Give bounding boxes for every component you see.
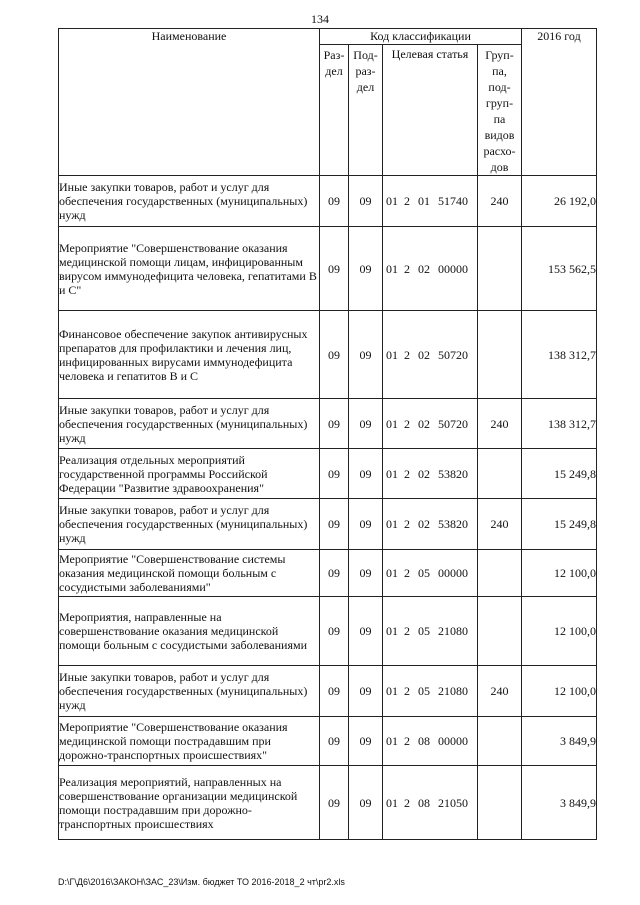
row-name: Мероприятие "Совершенствование оказания медицинской помощи лицам, инфицированным вирусом иммунодефицита человека, гепатитами В и С" [59,227,320,311]
target-item-part: 53820 [438,517,468,531]
row-subsection: 09 [349,176,383,227]
target-item-part: 02 [418,517,430,531]
target-item-part: 08 [418,734,430,748]
header-year: 2016 год [522,29,597,176]
row-subsection: 09 [349,227,383,311]
row-target-item [383,666,478,717]
target-item-part: 00000 [438,734,468,748]
target-item-part: 01 [386,624,398,638]
target-item-part: 01 [418,194,430,208]
row-subsection: 09 [349,717,383,766]
row-subsection: 09 [349,597,383,666]
header-expense-group: Груп- па, под- груп- па видов расхо- дов [478,45,522,176]
row-name: Мероприятия, направленные на совершенствование оказания медицинской помощи больным с сосудистыми заболеваниями [59,597,320,666]
target-item-part: 05 [418,566,430,580]
target-item-part: 21080 [438,624,468,638]
budget-table [58,28,597,840]
target-item-part: 05 [418,684,430,698]
row-amount: 138 312,7 [522,311,597,399]
table-row [59,666,597,717]
table-row [59,449,597,499]
row-expense-group [478,717,522,766]
row-expense-group [478,227,522,311]
table-row [59,399,597,449]
row-amount: 12 100,0 [522,550,597,597]
target-item-part: 02 [418,347,430,362]
row-amount: 12 100,0 [522,597,597,666]
target-item-part: 01 [386,566,398,580]
row-section: 09 [320,550,349,597]
row-amount: 153 562,5 [522,227,597,311]
target-item-part: 05 [418,624,430,638]
row-section: 09 [320,227,349,311]
row-name: Иные закупки товаров, работ и услуг для обеспечения государственных (муниципальных) нужд [59,666,320,717]
target-item-part: 2 [404,261,410,276]
target-item-part: 50720 [438,416,468,431]
target-item-part: 02 [418,416,430,431]
row-section: 09 [320,176,349,227]
header-classification: Код классификации [320,29,522,45]
row-target-item [383,399,478,449]
row-target-item [383,449,478,499]
header-name: Наименование [59,29,320,176]
row-subsection: 09 [349,499,383,550]
row-section: 09 [320,499,349,550]
file-path-footer: D:\Г\Д6\2016\ЗАКОН\ЗАС_23\Изм. бюджет ТО 2016-2018_2 чт\pr2.xls [58,877,345,887]
row-section: 09 [320,399,349,449]
row-target-item [383,227,478,311]
row-name: Мероприятие "Совершенствование оказания медицинской помощи пострадавшим при дорожно-транспортных происшествиях" [59,717,320,766]
row-amount: 12 100,0 [522,666,597,717]
row-section: 09 [320,766,349,840]
target-item-part: 2 [404,684,410,698]
row-amount: 15 249,8 [522,499,597,550]
target-item-part: 51740 [438,194,468,208]
row-expense-group: 240 [478,499,522,550]
row-expense-group [478,766,522,840]
target-item-part: 01 [386,795,398,810]
row-amount: 26 192,0 [522,176,597,227]
target-item-part: 2 [404,416,410,431]
table-row [59,176,597,227]
target-item-part: 2 [404,566,410,580]
target-item-part: 2 [404,734,410,748]
row-target-item [383,717,478,766]
target-item-part: 2 [404,624,410,638]
target-item-part: 01 [386,684,398,698]
target-item-part: 01 [386,261,398,276]
target-item-part: 00000 [438,566,468,580]
row-expense-group: 240 [478,399,522,449]
row-expense-group: 240 [478,666,522,717]
row-name: Мероприятие "Совершенствование системы оказания медицинской помощи больным с сосудистыми заболеваниями" [59,550,320,597]
table-row [59,227,597,311]
row-subsection: 09 [349,399,383,449]
row-expense-group [478,311,522,399]
target-item-part: 01 [386,517,398,531]
row-target-item [383,550,478,597]
row-subsection: 09 [349,666,383,717]
row-section: 09 [320,311,349,399]
row-section: 09 [320,449,349,499]
table-row [59,499,597,550]
target-item-part: 00000 [438,261,468,276]
row-target-item [383,176,478,227]
row-name: Иные закупки товаров, работ и услуг для обеспечения государственных (муниципальных) нужд [59,499,320,550]
target-item-part: 01 [386,347,398,362]
target-item-part: 2 [404,795,410,810]
page-number: 134 [311,12,329,26]
target-item-part: 50720 [438,347,468,362]
row-expense-group [478,449,522,499]
target-item-part: 01 [386,194,398,208]
target-item-part: 01 [386,416,398,431]
target-item-part: 2 [404,466,410,481]
target-item-part: 01 [386,734,398,748]
row-amount: 3 849,9 [522,717,597,766]
table-row [59,766,597,840]
table-row [59,717,597,766]
row-target-item [383,311,478,399]
row-subsection: 09 [349,550,383,597]
header-target-item: Целевая статья [383,45,478,176]
row-target-item [383,597,478,666]
table-row [59,550,597,597]
row-subsection: 09 [349,449,383,499]
target-item-part: 02 [418,466,430,481]
row-amount: 3 849,9 [522,766,597,840]
target-item-part: 2 [404,194,410,208]
row-section: 09 [320,717,349,766]
target-item-part: 01 [386,466,398,481]
row-target-item [383,499,478,550]
row-section: 09 [320,597,349,666]
row-amount: 138 312,7 [522,399,597,449]
target-item-part: 21080 [438,684,468,698]
row-name: Иные закупки товаров, работ и услуг для обеспечения государственных (муниципальных) нужд [59,399,320,449]
row-expense-group: 240 [478,176,522,227]
target-item-part: 2 [404,347,410,362]
table-row [59,597,597,666]
row-amount: 15 249,8 [522,449,597,499]
row-name: Иные закупки товаров, работ и услуг для обеспечения государственных (муниципальных) нужд [59,176,320,227]
row-target-item [383,766,478,840]
row-subsection: 09 [349,766,383,840]
row-name: Реализация мероприятий, направленных на совершенствование организации медицинской помощи пострадавшим при дорожно-транспортных происшествиях [59,766,320,840]
header-section: Раз- дел [320,45,349,176]
row-name: Реализация отдельных мероприятий государственной программы Российской Федерации "Развитие здравоохранения" [59,449,320,499]
target-item-part: 53820 [438,466,468,481]
row-name: Финансовое обеспечение закупок антивирусных препаратов для профилактики и лечения лиц, инфицированных вирусами иммунодефицита человека и гепатитов В и С [59,311,320,399]
row-subsection: 09 [349,311,383,399]
table-row [59,311,597,399]
target-item-part: 08 [418,795,430,810]
row-expense-group [478,550,522,597]
header-subsection: Под- раз- дел [349,45,383,176]
target-item-part: 02 [418,261,430,276]
row-section: 09 [320,666,349,717]
target-item-part: 2 [404,517,410,531]
row-expense-group [478,597,522,666]
target-item-part: 21050 [438,795,468,810]
